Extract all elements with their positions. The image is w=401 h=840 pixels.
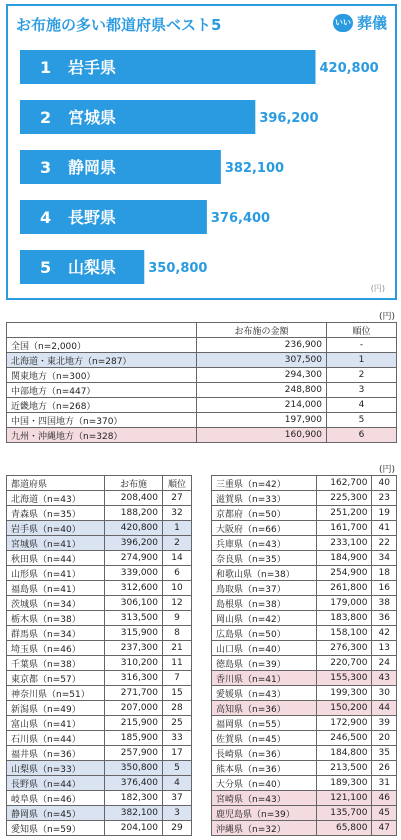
- pref-right-cell-rank: 22: [372, 536, 397, 551]
- region-header-rank: 順位: [327, 323, 397, 338]
- pref-right-cell-rank: 35: [372, 746, 397, 761]
- pref-right-cell-rank: 38: [372, 596, 397, 611]
- bar-value-label: 376,400: [210, 211, 271, 226]
- pref-right-cell-name: 広島県（n=50）: [212, 626, 317, 641]
- pref-left-row: [7, 746, 192, 761]
- pref-left-cell-rank: 3: [163, 806, 192, 821]
- pref-right-cell-name: 島根県（n=38）: [212, 596, 317, 611]
- bar-rank-label: 4: [40, 208, 52, 227]
- pref-right-row: [212, 716, 397, 731]
- pref-right-cell-name: 鹿児島県（n=39）: [212, 806, 317, 821]
- pref-left-row: [7, 791, 192, 806]
- pref-right-row: [212, 536, 397, 551]
- pref-right-cell-name: 大分県（n=40）: [212, 776, 317, 791]
- pref-left-cell-rank: 9: [163, 611, 192, 626]
- pref-left-cell-name: 山形県（n=41）: [7, 566, 105, 581]
- pref-right-row: [212, 806, 397, 821]
- region-cell-amount: 214,000: [197, 398, 327, 413]
- bar-chart-panel: [6, 4, 397, 300]
- region-unit-label: (円): [378, 312, 395, 322]
- pref-right-cell-rank: 44: [372, 701, 397, 716]
- pref-left-row: [7, 611, 192, 626]
- pref-right-cell-rank: 39: [372, 716, 397, 731]
- pref-left-cell-amount: 396,200: [105, 536, 163, 551]
- pref-right-row: [212, 821, 397, 836]
- pref-left-row: [7, 491, 192, 506]
- pref-left-cell-rank: 33: [163, 731, 192, 746]
- pref-right-cell-amount: 155,300: [317, 671, 372, 686]
- pref-right-cell-rank: 31: [372, 776, 397, 791]
- region-row: [7, 398, 397, 413]
- pref-left-cell-name: 神奈川県（n=51）: [7, 686, 105, 701]
- pref-left-cell-name: 群馬県（n=34）: [7, 626, 105, 641]
- pref-right-cell-amount: 246,500: [317, 731, 372, 746]
- region-cell-amount: 160,900: [197, 428, 327, 443]
- region-cell-name: 九州・沖縄地方（n=328）: [7, 428, 197, 443]
- pref-left-row: [7, 506, 192, 521]
- pref-left-cell-rank: 11: [163, 656, 192, 671]
- pref-right-cell-amount: 199,300: [317, 686, 372, 701]
- pref-right-cell-rank: 26: [372, 761, 397, 776]
- pref-left-row: [7, 551, 192, 566]
- pref-right-row: [212, 596, 397, 611]
- bar-rank-label: 3: [40, 158, 52, 177]
- pref-right-row: [212, 521, 397, 536]
- pref-left-cell-name: 茨城県（n=34）: [7, 596, 105, 611]
- pref-left-cell-name: 秋田県（n=44）: [7, 551, 105, 566]
- pref-right-cell-rank: 13: [372, 641, 397, 656]
- bar-value-label: 350,800: [148, 261, 208, 276]
- region-row: [7, 413, 397, 428]
- pref-left-cell-rank: 6: [163, 566, 192, 581]
- pref-right-cell-amount: 251,200: [317, 506, 372, 521]
- pref-right-cell-amount: 135,700: [317, 806, 372, 821]
- bar-chart-svg: [8, 6, 395, 298]
- pref-left-cell-rank: 14: [163, 551, 192, 566]
- pref-right-cell-amount: 233,100: [317, 536, 372, 551]
- pref-right-cell-name: 徳島県（n=39）: [212, 656, 317, 671]
- pref-right-cell-name: 大阪府（n=66）: [212, 521, 317, 536]
- pref-left-cell-name: 石川県（n=44）: [7, 731, 105, 746]
- pref-right-cell-rank: 42: [372, 626, 397, 641]
- pref-left-cell-name: 長野県（n=44）: [7, 776, 105, 791]
- pref-left-cell-rank: 27: [163, 491, 192, 506]
- bar-category-label: 静岡県: [68, 158, 117, 177]
- pref-right-cell-amount: 225,300: [317, 491, 372, 506]
- pref-left-cell-amount: 382,100: [105, 806, 163, 821]
- pref-left-row: [7, 521, 192, 536]
- pref-left-cell-amount: 316,300: [105, 671, 163, 686]
- pref-left-row: [7, 776, 192, 791]
- pref-right-cell-name: 岡山県（n=42）: [212, 611, 317, 626]
- pref-left-row: [7, 581, 192, 596]
- pref-right-row: [212, 671, 397, 686]
- pref-right-cell-rank: 16: [372, 581, 397, 596]
- pref-left-cell-rank: 7: [163, 671, 192, 686]
- region-table: [6, 322, 397, 443]
- pref-left-cell-amount: 207,000: [105, 701, 163, 716]
- pref-right-cell-rank: 43: [372, 671, 397, 686]
- pref-right-cell-amount: 276,300: [317, 641, 372, 656]
- pref-left-cell-amount: 215,900: [105, 716, 163, 731]
- pref-right-row: [212, 686, 397, 701]
- pref-right-cell-name: 高知県（n=36）: [212, 701, 317, 716]
- region-cell-name: 近畿地方（n=268）: [7, 398, 197, 413]
- pref-left-cell-amount: 185,900: [105, 731, 163, 746]
- pref-right-cell-rank: 23: [372, 491, 397, 506]
- pref-right-cell-name: 山口県（n=40）: [212, 641, 317, 656]
- logo-badge: いい: [333, 14, 353, 32]
- pref-left-cell-amount: 420,800: [105, 521, 163, 536]
- pref-right-cell-amount: 121,100: [317, 791, 372, 806]
- region-cell-rank: 1: [327, 353, 397, 368]
- pref-left-cell-name: 愛知県（n=59）: [7, 821, 105, 836]
- pref-left-cell-name: 北海道（n=43）: [7, 491, 105, 506]
- pref-right-cell-amount: 213,500: [317, 761, 372, 776]
- pref-right-cell-amount: 184,900: [317, 551, 372, 566]
- pref-right-cell-rank: 45: [372, 806, 397, 821]
- pref-left-header-name: 都道府県: [7, 476, 105, 491]
- pref-left-cell-rank: 8: [163, 626, 192, 641]
- pref-right-row: [212, 491, 397, 506]
- pref-left-cell-amount: 350,800: [105, 761, 163, 776]
- pref-right-row: [212, 776, 397, 791]
- region-cell-name: 北海道・東北地方（n=287）: [7, 353, 197, 368]
- pref-left-cell-rank: 12: [163, 596, 192, 611]
- pref-left-row: [7, 656, 192, 671]
- pref-right-cell-rank: 18: [372, 566, 397, 581]
- pref-right-row: [212, 701, 397, 716]
- pref-left-cell-name: 福井県（n=36）: [7, 746, 105, 761]
- region-table-header: [7, 323, 397, 338]
- pref-left-cell-rank: 10: [163, 581, 192, 596]
- pref-left-header-amount: お布施: [105, 476, 163, 491]
- pref-left-cell-rank: 2: [163, 536, 192, 551]
- pref-left-cell-rank: 37: [163, 791, 192, 806]
- bar-rank-label: 2: [40, 108, 52, 127]
- pref-left-row: [7, 671, 192, 686]
- region-row: [7, 368, 397, 383]
- pref-right-row: [212, 626, 397, 641]
- pref-right-cell-amount: 183,800: [317, 611, 372, 626]
- pref-left-cell-name: 福島県（n=41）: [7, 581, 105, 596]
- pref-left-cell-name: 静岡県（n=45）: [7, 806, 105, 821]
- pref-right-cell-rank: 19: [372, 506, 397, 521]
- pref-table-right: [211, 475, 397, 836]
- pref-left-row: [7, 686, 192, 701]
- pref-right-cell-name: 香川県（n=41）: [212, 671, 317, 686]
- pref-right-cell-amount: 65,800: [317, 821, 372, 836]
- pref-left-row: [7, 716, 192, 731]
- region-cell-name: 中国・四国地方（n=370）: [7, 413, 197, 428]
- bar-value-label: 382,100: [224, 161, 285, 176]
- pref-right-cell-rank: 46: [372, 791, 397, 806]
- pref-left-cell-amount: 339,000: [105, 566, 163, 581]
- pref-right-row: [212, 731, 397, 746]
- pref-left-cell-rank: 29: [163, 821, 192, 836]
- pref-right-row: [212, 476, 397, 491]
- pref-left-cell-rank: 17: [163, 746, 192, 761]
- pref-left-cell-name: 千葉県（n=38）: [7, 656, 105, 671]
- pref-left-cell-name: 宮城県（n=41）: [7, 536, 105, 551]
- pref-left-row: [7, 821, 192, 836]
- pref-left-header-rank: 順位: [163, 476, 192, 491]
- region-cell-rank: 6: [327, 428, 397, 443]
- pref-right-cell-amount: 161,700: [317, 521, 372, 536]
- bar-rank-label: 1: [40, 58, 52, 77]
- pref-right-cell-amount: 158,100: [317, 626, 372, 641]
- bar-category-label: 岩手県: [68, 58, 117, 77]
- bar-category-label: 長野県: [68, 208, 117, 227]
- pref-left-cell-amount: 271,700: [105, 686, 163, 701]
- pref-right-cell-name: 滋賀県（n=33）: [212, 491, 317, 506]
- pref-right-cell-rank: 24: [372, 656, 397, 671]
- pref-right-cell-rank: 47: [372, 821, 397, 836]
- pref-left-row: [7, 566, 192, 581]
- bar-rank-label: 5: [40, 258, 52, 277]
- pref-left-cell-amount: 257,900: [105, 746, 163, 761]
- pref-left-cell-name: 新潟県（n=49）: [7, 701, 105, 716]
- region-cell-name: 関東地方（n=300）: [7, 368, 197, 383]
- pref-right-row: [212, 761, 397, 776]
- pref-right-row: [212, 791, 397, 806]
- region-header-name: [7, 323, 197, 338]
- pref-left-cell-name: 東京都（n=57）: [7, 671, 105, 686]
- pref-left-cell-amount: 182,300: [105, 791, 163, 806]
- pref-left-cell-amount: 312,600: [105, 581, 163, 596]
- pref-right-cell-amount: 172,900: [317, 716, 372, 731]
- pref-right-cell-rank: 36: [372, 611, 397, 626]
- region-cell-amount: 294,300: [197, 368, 327, 383]
- pref-right-row: [212, 581, 397, 596]
- pref-left-cell-name: 栃木県（n=38）: [7, 611, 105, 626]
- bar-category-label: 宮城県: [68, 108, 117, 127]
- pref-left-cell-amount: 315,900: [105, 626, 163, 641]
- pref-left-header: [7, 476, 192, 491]
- pref-unit-label: (円): [378, 465, 395, 475]
- region-row: [7, 338, 397, 353]
- pref-left-cell-rank: 21: [163, 641, 192, 656]
- pref-right-cell-name: 三重県（n=42）: [212, 476, 317, 491]
- pref-right-row: [212, 746, 397, 761]
- pref-left-row: [7, 701, 192, 716]
- region-cell-amount: 236,900: [197, 338, 327, 353]
- pref-left-row: [7, 641, 192, 656]
- pref-right-cell-rank: 34: [372, 551, 397, 566]
- pref-right-cell-amount: 150,200: [317, 701, 372, 716]
- pref-right-cell-name: 福岡県（n=55）: [212, 716, 317, 731]
- pref-right-cell-rank: 40: [372, 476, 397, 491]
- pref-left-cell-rank: 5: [163, 761, 192, 776]
- pref-left-cell-amount: 376,400: [105, 776, 163, 791]
- region-header-amount: お布施の金額: [197, 323, 327, 338]
- pref-right-cell-name: 沖縄県（n=32）: [212, 821, 317, 836]
- region-cell-name: 全国（n=2,000）: [7, 338, 197, 353]
- pref-left-cell-rank: 15: [163, 686, 192, 701]
- pref-right-row: [212, 566, 397, 581]
- pref-right-cell-name: 京都府（n=50）: [212, 506, 317, 521]
- pref-right-cell-rank: 20: [372, 731, 397, 746]
- pref-left-cell-name: 岐阜県（n=46）: [7, 791, 105, 806]
- region-cell-name: 中部地方（n=447）: [7, 383, 197, 398]
- pref-right-cell-amount: 184,800: [317, 746, 372, 761]
- pref-left-row: [7, 626, 192, 641]
- region-cell-amount: 197,900: [197, 413, 327, 428]
- pref-left-cell-rank: 28: [163, 701, 192, 716]
- pref-right-row: [212, 611, 397, 626]
- pref-left-cell-amount: 204,100: [105, 821, 163, 836]
- pref-left-cell-amount: 313,500: [105, 611, 163, 626]
- pref-right-row: [212, 551, 397, 566]
- region-cell-rank: 5: [327, 413, 397, 428]
- pref-left-cell-name: 山梨県（n=33）: [7, 761, 105, 776]
- pref-table-left: [6, 475, 192, 836]
- region-cell-rank: 3: [327, 383, 397, 398]
- pref-left-cell-name: 青森県（n=35）: [7, 506, 105, 521]
- pref-left-row: [7, 761, 192, 776]
- pref-right-cell-amount: 220,700: [317, 656, 372, 671]
- pref-left-row: [7, 536, 192, 551]
- region-cell-amount: 248,800: [197, 383, 327, 398]
- pref-right-cell-name: 長崎県（n=36）: [212, 746, 317, 761]
- region-row: [7, 428, 397, 443]
- pref-left-cell-name: 岩手県（n=40）: [7, 521, 105, 536]
- region-cell-rank: -: [327, 338, 397, 353]
- pref-right-cell-name: 宮崎県（n=43）: [212, 791, 317, 806]
- pref-right-cell-name: 愛媛県（n=43）: [212, 686, 317, 701]
- bar-value-label: 396,200: [259, 111, 319, 126]
- pref-left-cell-amount: 310,200: [105, 656, 163, 671]
- pref-right-cell-amount: 179,000: [317, 596, 372, 611]
- bar-value-label: 420,800: [319, 61, 379, 76]
- pref-left-row: [7, 806, 192, 821]
- pref-right-cell-name: 奈良県（n=35）: [212, 551, 317, 566]
- pref-left-cell-amount: 237,300: [105, 641, 163, 656]
- pref-left-cell-amount: 208,400: [105, 491, 163, 506]
- pref-left-cell-rank: 4: [163, 776, 192, 791]
- region-cell-rank: 2: [327, 368, 397, 383]
- region-row: [7, 383, 397, 398]
- pref-right-cell-amount: 189,300: [317, 776, 372, 791]
- pref-right-cell-rank: 41: [372, 521, 397, 536]
- region-cell-amount: 307,500: [197, 353, 327, 368]
- pref-right-cell-name: 熊本県（n=36）: [212, 761, 317, 776]
- pref-left-row: [7, 596, 192, 611]
- pref-left-cell-amount: 306,100: [105, 596, 163, 611]
- pref-right-row: [212, 641, 397, 656]
- pref-right-cell-name: 和歌山県（n=38）: [212, 566, 317, 581]
- pref-right-cell-amount: 162,700: [317, 476, 372, 491]
- bar: [20, 100, 255, 134]
- chart-unit-label: (円): [370, 284, 385, 293]
- pref-left-cell-rank: 1: [163, 521, 192, 536]
- pref-right-row: [212, 506, 397, 521]
- pref-right-cell-name: 兵庫県（n=43）: [212, 536, 317, 551]
- pref-right-cell-amount: 254,900: [317, 566, 372, 581]
- pref-left-cell-name: 埼玉県（n=46）: [7, 641, 105, 656]
- pref-right-cell-rank: 30: [372, 686, 397, 701]
- region-cell-rank: 4: [327, 398, 397, 413]
- region-row: [7, 353, 397, 368]
- pref-left-cell-amount: 274,900: [105, 551, 163, 566]
- pref-left-cell-amount: 188,200: [105, 506, 163, 521]
- bar-category-label: 山梨県: [68, 258, 117, 277]
- pref-right-row: [212, 656, 397, 671]
- pref-left-cell-name: 富山県（n=41）: [7, 716, 105, 731]
- pref-left-row: [7, 731, 192, 746]
- pref-left-cell-rank: 25: [163, 716, 192, 731]
- pref-left-cell-rank: 32: [163, 506, 192, 521]
- pref-right-cell-name: 鳥取県（n=37）: [212, 581, 317, 596]
- bar: [20, 50, 315, 84]
- chart-title: お布施の多い都道府県ベスト5: [16, 16, 222, 34]
- pref-right-cell-name: 佐賀県（n=45）: [212, 731, 317, 746]
- logo-text: 葬儀: [356, 14, 387, 32]
- pref-right-cell-amount: 261,800: [317, 581, 372, 596]
